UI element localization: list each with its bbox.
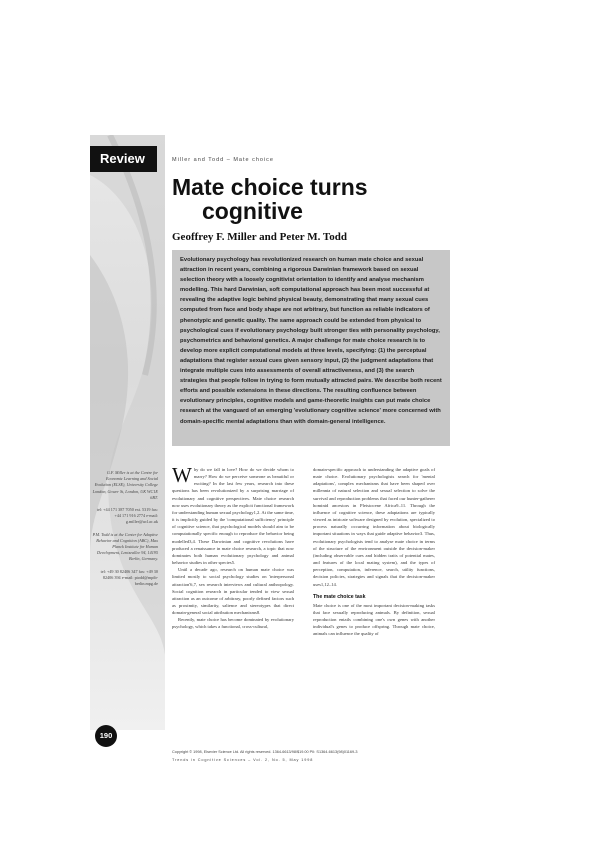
affiliation-2-contact: tel: +49 30 82406 347 fax: +49 30 82406 394 e-mail: ptodd@mpib-berlin.mpg.de	[100, 568, 158, 587]
copyright-line: Copyright © 1998, Elsevier Science Ltd. All rights reserved. 1364-6613/98/$19.00 PII: S1364-6613(98)01169-3	[172, 750, 358, 754]
abstract-box: Evolutionary psychology has revolutionized research on human mate choice and sexual attraction in recent years, combining a rigorous Darwinian framework based on sexual selection theory with a loosely cognitivist orientation to identify and analyse mechanism modelling. This hard Darwinian, soft computational approach has been most successful at revealing the adaptive logic behind physical beauty, demonstrating that many sexual cues computed from face and body shape are not arbitrary, but function as reliable indicators of phenotypic and genetic quality. The same approach could be extended from physical to psychological cues if evolutionary psychology built stronger ties with personality psychology, psychometrics and behavioral genetics. A major challenge for mate choice research is to develop more explicit computational models at three levels, specifying: (1) the perceptual adaptations that register sexual cues given sensory input, (2) the judgment adaptations that integrate multiple cues into assessments of overall attractiveness, and (3) the search strategies that people follow in trying to form mutually attracted pairs. We describe both recent efforts and possible extensions in these directions. The resulting confluence between evolutionary principles, cognitive models and game-theoretic insights can put mate choice research at the vanguard of an emerging 'evolutionary cognitive science' more concerned with domain-specific mental adaptations than with domain-general intelligence.	[172, 250, 450, 446]
page-footer	[172, 748, 358, 764]
body-paragraph: domain-specific approach to understanding the adaptive goals of mate choice. Evolutionary psychologists search for 'mental adaptations', complex mechanisms that have been shaped over millennia of natural selection and sexual selection to solve the survival and reproduction problems that faced our hunter-gatherer hominid ancestors in Pleistocene Africa9–11. Through the influence of cognitive science, these adaptations are typically viewed as intricate software designed by evolution, specialized to process naturally occurring information about biologically important situations in ways that guide adaptive behavior3. Thus, evolutionary psychologists tend to analyse mate choice in terms of the structure of the environment outside the decision-maker (including observable cues and hidden traits of potential mates, and features of the local mating system), and the types of perception, computation, inference, search, utility functions, decision policies, strategies and signals that the decision-maker uses1,12–14.	[313, 467, 435, 587]
affiliation-1: G.F. Miller is at the Centre for Economic Learning and Social Evolution (ELSE), University College London, Gower St, London, UK WC1E 6BT.	[92, 470, 158, 500]
affiliations	[90, 470, 162, 593]
title-line-1: Mate choice turns	[172, 174, 368, 200]
sidebar-band	[90, 135, 165, 730]
journal-citation: Trends in Cognitive Sciences – Vol. 2, No. 5, May 1998	[172, 758, 314, 762]
title-line-2: cognitive	[202, 198, 303, 224]
body-paragraph: Why do we fall in love? How do we decide whom to marry? How do we perceive someone as beautiful or exciting? In the last few years, research into these questions has been revolutionized by a surprising marriage of evolutionary and cognitive perspectives. Mate choice research now uses evolutionary theory as the explicit functional framework for understanding human sexual psychology1,2. At the same time, it is implicitly guided by the 'computational sufficiency' principle of cognitive science, that psychological models should aim to be computationally specific enough to reproduce the behavior being modelled3,4. These Darwinian and cognitive revolutions have produced a renaissance in mate choice research, a topic that now dominates both human evolutionary psychology and animal behavior studies in other species5.	[172, 463, 294, 566]
body-paragraph: Recently, mate choice has become dominated by evolutionary psychology, which takes a functional, cross-cultural,	[172, 617, 294, 630]
article-title	[172, 175, 432, 223]
body-paragraph: Mate choice is one of the most important decision-making tasks that face sexually reproducing animals. By definition, sexual reproduction entails combining one's own genes with another individual's genes to produce offspring. Through mate choice, animals can influence the quality of	[313, 602, 435, 637]
running-header: Miller and Todd – Mate choice	[172, 157, 274, 163]
body-paragraph: Until a decade ago, research on human mate choice was limited mostly to social psychology studies on 'interpersonal attraction'6,7, sex research interviews and cultural anthropology. Social cognition research in particular tended to view sexual attraction as an outcome of arbitrary, poorly defined factors such as proximity, similarity, salience and stereotypes that direct domain-general social attribution mechanisms8.	[172, 567, 294, 616]
decorative-swirl-graphic	[90, 135, 165, 730]
page-number: 190	[95, 725, 117, 747]
body-column-2	[313, 466, 435, 638]
section-heading: The mate choice task	[313, 593, 366, 600]
section-tab: Review	[90, 146, 157, 172]
body-column-1	[172, 463, 294, 631]
affiliation-2: P.M. Todd is at the Center for Adaptive Behavior and Cognition (ABC), Max Planck Institute for Human Development, Lentzeallee 94, 14195 Berlin, Germany.	[92, 531, 158, 562]
affiliation-1-contact: tel: +44 171 387 7050 ext. 5319 fax: +44 171 916 2774 e-mail: g.miller@ucl.ac.uk	[96, 507, 158, 525]
drop-cap: W	[172, 463, 192, 487]
authors: Geoffrey F. Miller and Peter M. Todd	[172, 231, 347, 243]
